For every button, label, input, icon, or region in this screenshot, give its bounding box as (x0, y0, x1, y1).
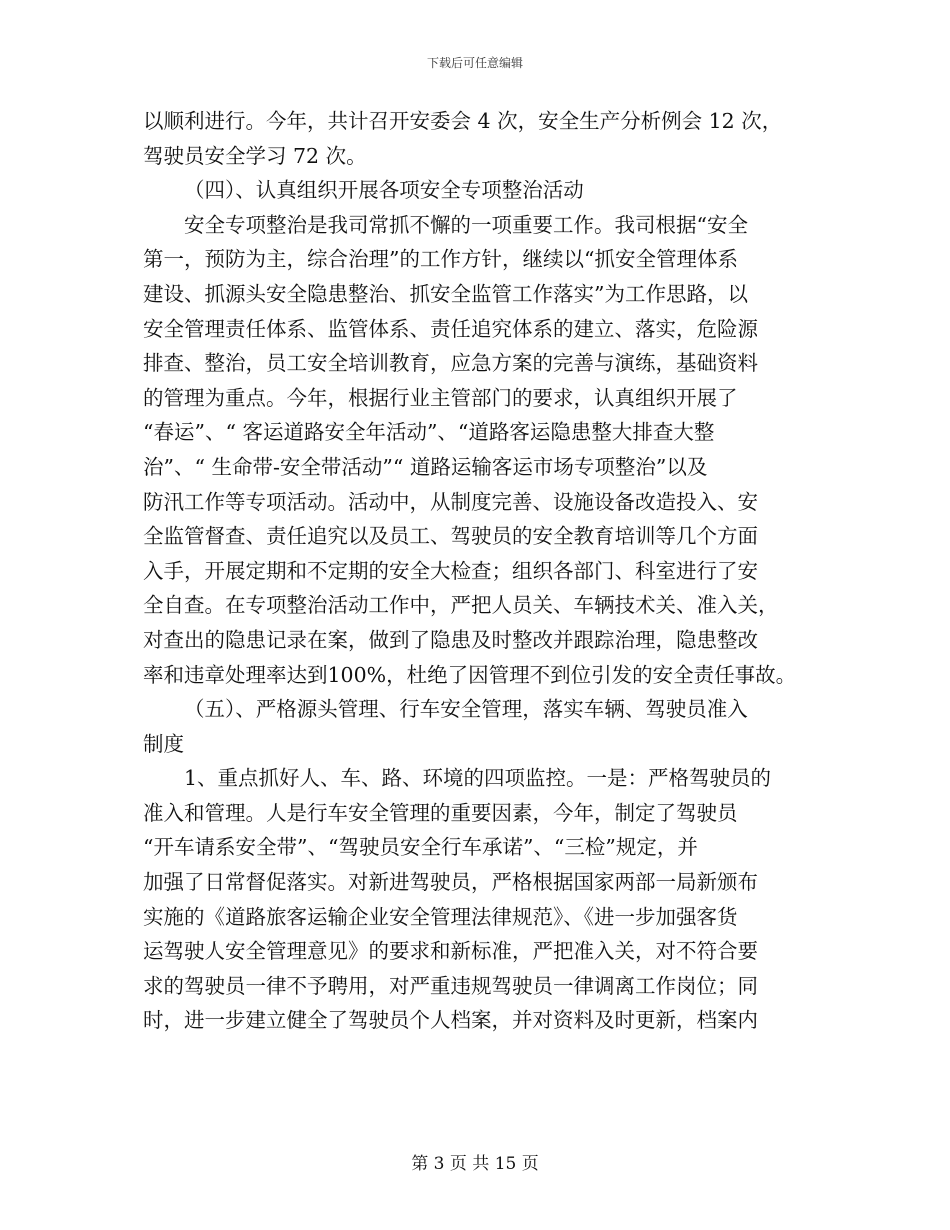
page-header-note: 下载后可任意编辑 (426, 56, 523, 70)
body-text-line: 对查出的隐患记录在案，做到了隐患及时整改并跟踪治理，隐患整改 (143, 627, 758, 652)
body-text-line: 1、重点抓好人、车、路、环境的四项监控。一是：严格驾驶员的 (184, 766, 772, 791)
body-text-line: 入手，开展定期和不定期的安全大检查；组织各部门、科室进行了安 (143, 558, 758, 583)
body-text-line: 率和违章处理率达到100%，杜绝了因管理不到位引发的安全责任事故。 (143, 662, 797, 687)
body-text-line: 安全管理责任体系、监管体系、责任追究体系的建立、落实，危险源 (143, 316, 758, 341)
body-text-line: 全自查。在专项整治活动工作中，严把人员关、车辆技术关、准入关， (143, 593, 779, 618)
body-text-line: 制度 (143, 731, 184, 756)
body-text-line: 时，进一步建立健全了驾驶员个人档案，并对资料及时更新，档案内 (143, 1008, 758, 1033)
body-text-line: 准入和管理。人是行车安全管理的重要因素，今年，制定了驾驶员 (143, 800, 738, 825)
body-text-line: 防汛工作等专项活动。活动中，从制度完善、设施设备改造投入、安 (143, 489, 758, 514)
body-text-line: 治”、“ 生命带-安全带活动”“ 道路运输客运市场专项整治”以及 (143, 454, 708, 479)
body-text-line: “春运”、“ 客运道路安全年活动”、“道路客运隐患整大排查大整 (143, 420, 715, 445)
body-text-line: “开车请系安全带”、“驾驶员安全行车承诺”、“三检”规定，并 (143, 835, 698, 860)
page-number: 第 3 页 共 15 页 (411, 1154, 539, 1174)
body-text-line: 排查、整治，员工安全培训教育，应急方案的完善与演练，基础资料 (143, 351, 758, 376)
body-text-line: 运驾驶人安全管理意见》的要求和新标准，严把准入关，对不符合要 (143, 939, 758, 964)
document-body (143, 104, 813, 1038)
body-text-line: 全监管督查、责任追究以及员工、驾驶员的安全教育培训等几个方面 (143, 524, 758, 549)
body-text-line: 求的驾驶员一律不予聘用，对严重违规驾驶员一律调离工作岗位；同 (143, 973, 758, 998)
body-text-line: 第一，预防为主，综合治理”的工作方针，继续以“抓安全管理体系 (143, 247, 738, 272)
body-text-line: 实施的《道路旅客运输企业安全管理法律规范》、《进一步加强客货 (143, 904, 738, 929)
body-text-line: 驾驶员安全学习 72 次。 (143, 143, 367, 168)
body-text-line: 加强了日常督促落实。对新进驾驶员，严格根据国家两部一局新颁布 (143, 870, 758, 895)
body-text-line: 建设、抓源头安全隐患整治、抓安全监管工作落实”为工作思路，以 (143, 281, 748, 306)
body-text-line: 安全专项整治是我司常抓不懈的一项重要工作。我司根据“安全 (184, 212, 748, 237)
body-text-line: 的管理为重点。今年，根据行业主管部门的要求，认真组织开展了 (143, 385, 738, 410)
body-text-line: （五）、严格源头管理、行车安全管理，落实车辆、驾驶员准入 (184, 697, 748, 722)
body-text-line: （四）、认真组织开展各项安全专项整治活动 (184, 178, 584, 203)
body-text-line: 以顺利进行。今年，共计召开安委会 4 次，安全生产分析例会 12 次， (143, 109, 783, 133)
